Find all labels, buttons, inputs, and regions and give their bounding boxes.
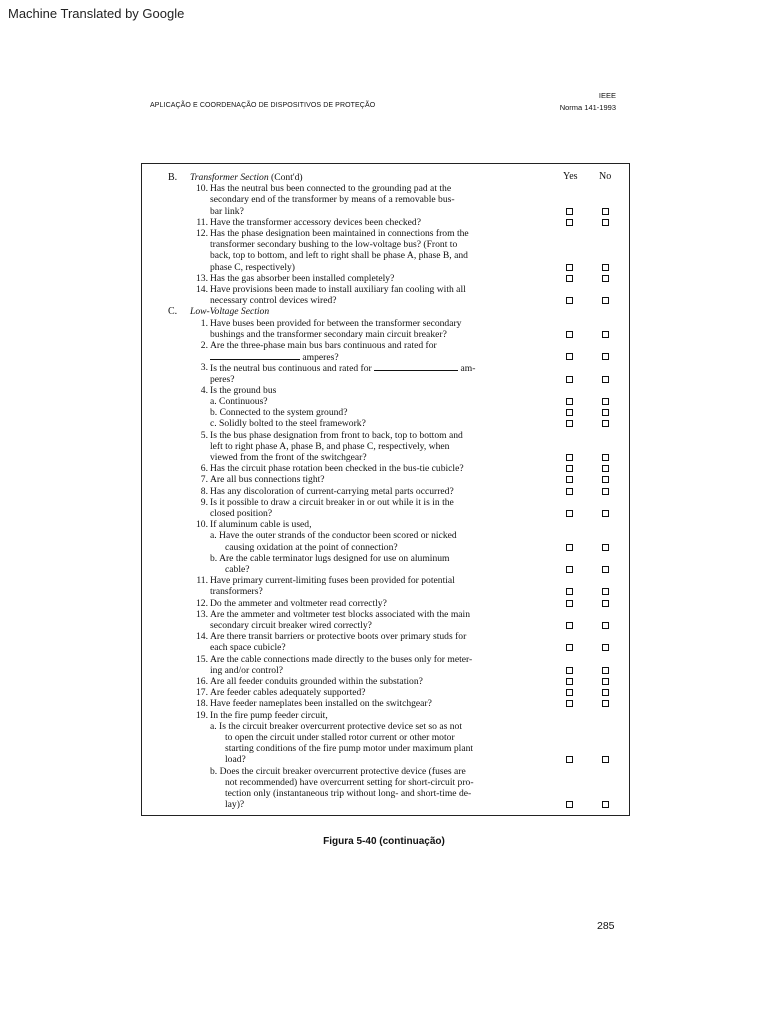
yes-checkbox[interactable] <box>566 667 573 674</box>
item-number: 13. <box>196 272 208 284</box>
item-number: 13. <box>196 608 208 620</box>
yes-checkbox[interactable] <box>566 353 573 360</box>
no-checkbox[interactable] <box>602 678 609 685</box>
no-checkbox[interactable] <box>602 409 609 416</box>
section-title <box>190 172 303 183</box>
item-text <box>210 598 387 609</box>
item-text-content: Is it possible to draw a circuit breaker in or out while it is in the <box>210 496 454 508</box>
checklist-line <box>142 743 629 754</box>
item-text-content: Are the three-phase main bus bars continuous and rated for <box>210 340 437 351</box>
no-checkbox[interactable] <box>602 331 609 338</box>
item-number: 1. <box>200 317 208 329</box>
item-text <box>210 340 437 351</box>
item-text-content: Do the ammeter and voltmeter read correctly? <box>210 597 387 609</box>
item-text-content: Are there transit barriers or protective boots over primary studs for <box>210 631 467 643</box>
item-text-content: Has the gas absorber been installed completely? <box>210 272 395 284</box>
no-checkbox[interactable] <box>602 622 609 629</box>
checklist-line <box>142 519 629 530</box>
checklist-line <box>142 710 629 721</box>
checklist-line <box>142 217 629 228</box>
checklist-line <box>142 698 629 709</box>
no-checkbox[interactable] <box>602 700 609 707</box>
item-text <box>210 463 464 474</box>
checklist-line <box>142 721 629 732</box>
item-text <box>225 788 471 799</box>
checklist-line <box>142 754 629 765</box>
no-checkbox[interactable] <box>602 476 609 483</box>
checklist-line <box>142 732 629 743</box>
item-text <box>210 250 468 261</box>
checklist-line <box>142 340 629 351</box>
machine-translation-banner: Machine Translated by Google <box>8 6 185 21</box>
checklist-line <box>142 553 629 564</box>
item-number: 11. <box>196 575 208 587</box>
item-text-content: transformer secondary bushing to the low-voltage bus? (Front to <box>210 239 458 251</box>
yes-checkbox[interactable] <box>566 600 573 607</box>
item-text-content: left to right phase A, phase B, and phase C, respectively, when <box>210 440 450 452</box>
yes-checkbox[interactable] <box>566 689 573 696</box>
no-checkbox[interactable] <box>602 454 609 461</box>
item-text <box>225 777 474 788</box>
item-text <box>225 754 246 765</box>
checklist-line <box>142 799 629 810</box>
yes-checkbox[interactable] <box>566 331 573 338</box>
item-text <box>210 318 461 329</box>
yes-checkbox[interactable] <box>566 208 573 215</box>
item-text-content: a. Continuous? <box>210 396 268 407</box>
yes-checkbox[interactable] <box>566 488 573 495</box>
item-text <box>210 396 268 407</box>
no-checkbox[interactable] <box>602 544 609 551</box>
item-text <box>210 262 295 273</box>
item-text-content: bushings and the transformer secondary main circuit breaker? <box>210 328 447 340</box>
checklist-line <box>142 542 629 553</box>
no-checkbox[interactable] <box>602 801 609 808</box>
checklist-line <box>142 575 629 586</box>
yes-checkbox[interactable] <box>566 756 573 763</box>
item-number: 11. <box>196 216 208 228</box>
item-text-content: Have feeder nameplates been installed on the switchgear? <box>210 698 432 710</box>
no-checkbox[interactable] <box>602 566 609 573</box>
yes-checkbox[interactable] <box>566 420 573 427</box>
checklist-line <box>142 665 629 676</box>
item-text <box>210 183 451 194</box>
item-text <box>225 799 244 810</box>
checklist-line <box>142 284 629 295</box>
no-checkbox[interactable] <box>602 465 609 472</box>
item-number: 9. <box>200 496 208 508</box>
yes-checkbox[interactable] <box>566 275 573 282</box>
item-text-content: Is the ground bus <box>210 384 277 396</box>
checklist-line <box>142 564 629 575</box>
item-number: 19. <box>196 709 208 721</box>
item-text-content: causing oxidation at the point of connection? <box>225 541 398 553</box>
item-number: 14. <box>196 284 208 295</box>
item-text <box>210 217 421 228</box>
yes-checkbox[interactable] <box>566 678 573 685</box>
checklist-line <box>142 194 629 205</box>
yes-checkbox[interactable] <box>566 465 573 472</box>
item-text-content: necessary control devices wired? <box>210 295 337 307</box>
yes-checkbox[interactable] <box>566 588 573 595</box>
checklist-line <box>142 530 629 541</box>
item-text <box>210 642 286 653</box>
item-text-content: b. Does the circuit breaker overcurrent protective device (fuses are <box>210 765 466 777</box>
checklist-line <box>142 508 629 519</box>
item-number: 7. <box>200 474 208 486</box>
item-text-content: Have the transformer accessory devices been checked? <box>210 216 421 228</box>
item-text <box>210 676 423 687</box>
section-heading <box>142 306 629 317</box>
checklist-line <box>142 262 629 273</box>
no-checkbox[interactable] <box>602 398 609 405</box>
item-text <box>210 530 457 541</box>
item-text-content: tection only (instantaneous trip without long- and short-time de- <box>225 788 472 799</box>
item-number: 10. <box>196 519 208 531</box>
item-text <box>210 239 457 250</box>
yes-checkbox[interactable] <box>566 297 573 304</box>
checklist-line <box>142 418 629 429</box>
no-checkbox[interactable] <box>602 756 609 763</box>
item-text-content: viewed from the front of the switchgear? <box>210 452 367 463</box>
item-text-content: c. Solidly bolted to the steel framework? <box>210 418 366 430</box>
item-text <box>210 721 462 732</box>
item-text <box>210 620 372 631</box>
item-text-content: to open the circuit under stalled rotor current or other motor <box>225 732 455 743</box>
item-text-content: back, top to bottom, and left to right shall be phase A, phase B, and <box>210 250 468 262</box>
item-text-content: Has the circuit phase rotation been checked in the bus-tie cubicle? <box>210 463 464 475</box>
no-checkbox[interactable] <box>602 667 609 674</box>
item-text <box>225 564 250 575</box>
no-checkbox[interactable] <box>602 219 609 226</box>
item-text <box>210 385 276 396</box>
checklist-line <box>142 609 629 620</box>
checklist-line <box>142 642 629 653</box>
item-text-content: closed position? <box>210 508 273 519</box>
item-text-content: starting conditions of the fire pump motor under maximum plant <box>225 743 474 755</box>
item-number: 8. <box>200 485 208 497</box>
yes-checkbox[interactable] <box>566 476 573 483</box>
checklist-line <box>142 687 629 698</box>
checklist-line <box>142 486 629 497</box>
checklist-line <box>142 407 629 418</box>
item-text-content: Is the bus phase designation from front to back, top to bottom and <box>210 429 463 441</box>
item-text-content: Are the ammeter and voltmeter test blocks associated with the main <box>210 608 471 620</box>
section-title <box>190 306 269 317</box>
no-checkbox[interactable] <box>602 488 609 495</box>
item-text <box>210 452 367 463</box>
item-text-content: cable? <box>225 564 250 575</box>
no-checkbox[interactable] <box>602 420 609 427</box>
yes-checkbox[interactable] <box>566 510 573 517</box>
no-checkbox[interactable] <box>602 510 609 517</box>
item-text-content: Are all bus connections tight? <box>210 474 325 486</box>
item-text-content: Have primary current-limiting fuses been provided for potential <box>210 575 455 587</box>
item-text <box>210 654 472 665</box>
item-text <box>210 407 347 418</box>
item-text-tail: am- <box>458 363 476 375</box>
item-text <box>210 430 463 441</box>
item-number: 5. <box>200 429 208 441</box>
checklist-line <box>142 250 629 261</box>
checklist-line <box>142 396 629 407</box>
item-text-content: a. Is the circuit breaker overcurrent protective device set so as not <box>210 720 462 732</box>
item-text <box>210 665 283 676</box>
checklist-line <box>142 788 629 799</box>
no-checkbox[interactable] <box>602 275 609 282</box>
checklist-line <box>142 351 629 362</box>
item-text <box>210 586 263 597</box>
figure-caption: Figura 5-40 (continuação) <box>323 836 445 847</box>
checklist-line <box>142 183 629 194</box>
item-number: 6. <box>200 463 208 475</box>
yes-checkbox[interactable] <box>566 219 573 226</box>
item-number: 3. <box>200 362 208 374</box>
section-label: B. <box>168 172 178 183</box>
section-title-text: Low-Voltage Section <box>190 306 270 318</box>
item-text <box>225 743 473 754</box>
item-text <box>210 486 454 497</box>
checklist-line <box>142 239 629 250</box>
item-text <box>210 698 432 709</box>
no-checkbox[interactable] <box>602 353 609 360</box>
item-text-content: transformers? <box>210 586 263 598</box>
item-text <box>210 329 447 340</box>
section-title-text: Transformer Section <box>190 172 269 183</box>
item-text-content: bar link? <box>210 205 244 217</box>
checklist-line <box>142 463 629 474</box>
checklist-line <box>142 631 629 642</box>
checklist-form <box>142 164 629 815</box>
item-text-content: ing and/or control? <box>210 664 283 676</box>
item-text-content: phase C, respectively) <box>210 261 295 273</box>
item-text-content: Are feeder cables adequately supported? <box>210 687 366 699</box>
item-text <box>210 206 244 217</box>
no-checkbox[interactable] <box>602 297 609 304</box>
running-header-standard <box>560 90 616 114</box>
item-number: 17. <box>196 687 208 699</box>
item-text <box>210 418 366 429</box>
no-checkbox[interactable] <box>602 689 609 696</box>
checklist-line <box>142 385 629 396</box>
item-text-content: lay)? <box>225 799 245 811</box>
item-text <box>210 687 366 698</box>
checklist-line <box>142 620 629 631</box>
item-number: 12. <box>196 228 208 239</box>
running-header-title: APLICAÇÃO E COORDENAÇÃO DE DISPOSITIVOS DE PROTEÇÃO <box>150 102 376 109</box>
yes-checkbox[interactable] <box>566 700 573 707</box>
item-text-content: each space cubicle? <box>210 642 286 654</box>
item-text-content: Has the neutral bus been connected to the grounding pad at the <box>210 183 452 195</box>
checklist-line <box>142 598 629 609</box>
item-text <box>225 542 398 553</box>
checklist-line <box>142 654 629 665</box>
yes-column-header: Yes <box>563 171 578 182</box>
header-standard-number: Norma 141-1993 <box>559 103 616 112</box>
item-number: 2. <box>200 340 208 351</box>
item-text <box>210 441 449 452</box>
item-number: 14. <box>196 631 208 643</box>
item-number: 18. <box>196 698 208 710</box>
checklist-line <box>142 766 629 777</box>
no-checkbox[interactable] <box>602 208 609 215</box>
checklist-line <box>142 474 629 485</box>
item-text-content: If aluminum cable is used, <box>210 519 312 531</box>
section-title-suffix: (Cont'd) <box>268 172 303 183</box>
item-text <box>210 228 469 239</box>
yes-checkbox[interactable] <box>566 264 573 271</box>
yes-checkbox[interactable] <box>566 801 573 808</box>
item-number: 4. <box>200 384 208 396</box>
item-number: 12. <box>196 597 208 609</box>
item-text-content: peres? <box>210 373 235 385</box>
item-text <box>210 295 337 306</box>
checklist-line <box>142 452 629 463</box>
fill-in-blank[interactable] <box>374 362 458 371</box>
checklist-line <box>142 676 629 687</box>
section-label: C. <box>168 306 178 318</box>
section-heading <box>142 172 629 183</box>
item-text-content: b. Are the cable terminator lugs designed for use on aluminum <box>210 552 450 564</box>
item-number: 16. <box>196 676 208 687</box>
item-text <box>210 710 328 721</box>
item-number: 10. <box>196 183 208 195</box>
page-number: 285 <box>597 920 615 932</box>
yes-checkbox[interactable] <box>566 376 573 383</box>
yes-checkbox[interactable] <box>566 409 573 416</box>
item-text <box>210 631 466 642</box>
checklist-line <box>142 273 629 284</box>
no-checkbox[interactable] <box>602 644 609 651</box>
checklist-line <box>142 318 629 329</box>
no-checkbox[interactable] <box>602 264 609 271</box>
item-text <box>210 273 394 284</box>
checklist-line <box>142 206 629 217</box>
checklist-line <box>142 441 629 452</box>
yes-checkbox[interactable] <box>566 566 573 573</box>
item-number: 15. <box>196 653 208 665</box>
item-text-content: Are the cable connections made directly to the buses only for meter- <box>210 653 473 665</box>
checklist-line <box>142 374 629 385</box>
item-text-content: b. Connected to the system ground? <box>210 407 348 419</box>
yes-checkbox[interactable] <box>566 644 573 651</box>
header-org: IEEE <box>598 91 616 100</box>
item-text <box>210 519 312 530</box>
checklist-line <box>142 586 629 597</box>
yes-checkbox[interactable] <box>566 398 573 405</box>
item-text-content: secondary end of the transformer by means of a removable bus- <box>210 194 455 206</box>
checklist-line <box>142 329 629 340</box>
checklist-line <box>142 228 629 239</box>
checklist-line <box>142 430 629 441</box>
item-text <box>210 609 470 620</box>
item-text-content: a. Have the outer strands of the conductor been scored or nicked <box>210 530 457 542</box>
item-text-content: Are all feeder conduits grounded within the substation? <box>210 676 423 687</box>
item-text-content: Has any discoloration of current-carrying metal parts occurred? <box>210 485 454 497</box>
checklist-figure-frame <box>141 163 630 816</box>
item-text-content: Has the phase designation been maintained in connections from the <box>210 228 469 239</box>
item-text-content: amperes? <box>300 352 339 364</box>
item-text-content: load? <box>225 754 246 766</box>
item-text <box>210 553 450 564</box>
item-text <box>210 766 466 777</box>
item-text-content: not recommended) have overcurrent setting for short-circuit pro- <box>225 776 474 788</box>
item-text <box>225 732 455 743</box>
checklist-line <box>142 295 629 306</box>
item-text <box>210 474 325 485</box>
item-text <box>210 575 455 586</box>
fill-in-blank[interactable] <box>210 351 300 360</box>
yes-checkbox[interactable] <box>566 622 573 629</box>
no-column-header: No <box>599 171 612 182</box>
item-text <box>210 374 235 385</box>
item-text-content: Is the neutral bus continuous and rated for <box>210 363 372 375</box>
item-text-content: Have buses been provided for between the transformer secondary <box>210 317 462 329</box>
checklist-line <box>142 362 629 373</box>
item-text-content: secondary circuit breaker wired correctly? <box>210 620 372 631</box>
item-text <box>210 194 455 205</box>
item-text <box>210 284 466 295</box>
checklist-line <box>142 777 629 788</box>
no-checkbox[interactable] <box>602 600 609 607</box>
yes-checkbox[interactable] <box>566 544 573 551</box>
no-checkbox[interactable] <box>602 588 609 595</box>
item-text-content: Have provisions been made to install auxiliary fan cooling with all <box>210 284 466 295</box>
item-text-content: In the fire pump feeder circuit, <box>210 709 328 721</box>
checklist-line <box>142 497 629 508</box>
yes-checkbox[interactable] <box>566 454 573 461</box>
no-checkbox[interactable] <box>602 376 609 383</box>
item-text <box>210 497 454 508</box>
item-text <box>210 508 272 519</box>
